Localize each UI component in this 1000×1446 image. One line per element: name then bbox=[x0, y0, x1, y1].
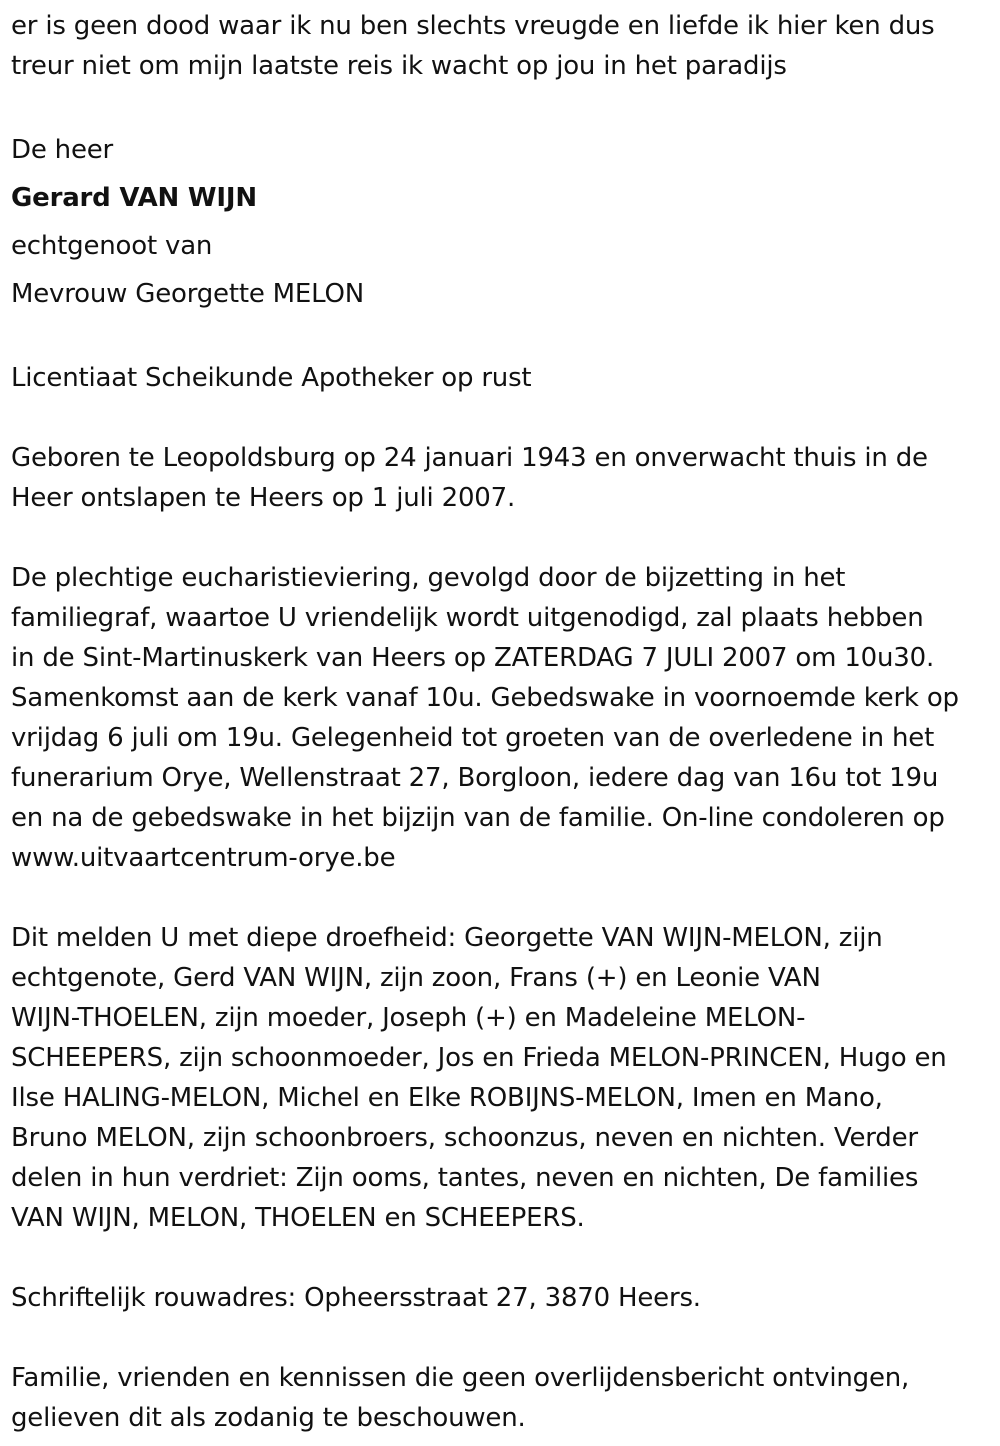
family-paragraph bbox=[11, 918, 990, 1238]
ceremony-line: familiegraf, waartoe U vriendelijk wordt uitgenodigd, zal plaats hebben bbox=[11, 603, 924, 633]
closing-line: gelieven dit als zodanig te beschouwen. bbox=[11, 1403, 526, 1433]
ceremony-line: funerarium Orye, Wellenstraat 27, Borgloon, iedere dag van 16u tot 19u bbox=[11, 763, 939, 793]
closing-paragraph bbox=[11, 1358, 990, 1438]
ceremony-line: in de Sint-Martinuskerk van Heers op ZATERDAG 7 JULI 2007 om 10u30. bbox=[11, 643, 935, 673]
ceremony-line: De plechtige eucharistieviering, gevolgd door de bijzetting in het bbox=[11, 563, 846, 593]
occupation bbox=[11, 358, 990, 398]
poem-line: er is geen dood waar ik nu ben slechts vreugde en liefde ik hier ken dus bbox=[11, 11, 935, 41]
spacer bbox=[11, 878, 990, 918]
family-line: VAN WIJN, MELON, THOELEN en SCHEEPERS. bbox=[11, 1203, 585, 1233]
deceased-block bbox=[11, 126, 990, 318]
spouse-name: Mevrouw Georgette MELON bbox=[11, 279, 365, 309]
ceremony-line: Samenkomst aan de kerk vanaf 10u. Gebedswake in voornoemde kerk op bbox=[11, 683, 959, 713]
birth-death-line: Heer ontslapen te Heers op 1 juli 2007. bbox=[11, 483, 516, 513]
deceased-relation: echtgenoot van bbox=[11, 231, 213, 261]
family-line: Ilse HALING-MELON, Michel en Elke ROBIJNS-MELON, Imen en Mano, bbox=[11, 1083, 883, 1113]
spacer bbox=[11, 518, 990, 558]
spacer bbox=[11, 398, 990, 438]
deceased-name: Gerard VAN WIJN bbox=[11, 183, 257, 213]
family-line: SCHEEPERS, zijn schoonmoeder, Jos en Frieda MELON-PRINCEN, Hugo en bbox=[11, 1043, 947, 1073]
occupation-text: Licentiaat Scheikunde Apotheker op rust bbox=[11, 363, 532, 393]
ceremony-line: www.uitvaartcentrum-orye.be bbox=[11, 843, 396, 873]
family-line: Dit melden U met diepe droefheid: Georgette VAN WIJN-MELON, zijn bbox=[11, 923, 883, 953]
family-line: delen in hun verdriet: Zijn ooms, tantes, neven en nichten, De families bbox=[11, 1163, 919, 1193]
ceremony-line: vrijdag 6 juli om 19u. Gelegenheid tot groeten van de overledene in het bbox=[11, 723, 935, 753]
family-line: WIJN-THOELEN, zijn moeder, Joseph (+) en Madeleine MELON- bbox=[11, 1003, 806, 1033]
poem-line: treur niet om mijn laatste reis ik wacht op jou in het paradijs bbox=[11, 51, 787, 81]
ceremony-line: en na de gebedswake in het bijzijn van de familie. On-line condoleren op bbox=[11, 803, 945, 833]
address-paragraph bbox=[11, 1278, 990, 1318]
spacer bbox=[11, 1238, 990, 1278]
spacer bbox=[11, 1318, 990, 1358]
family-line: echtgenote, Gerd VAN WIJN, zijn zoon, Frans (+) en Leonie VAN bbox=[11, 963, 821, 993]
birth-death-line: Geboren te Leopoldsburg op 24 januari 1943 en onverwacht thuis in de bbox=[11, 443, 928, 473]
closing-line: Familie, vrienden en kennissen die geen overlijdensbericht ontvingen, bbox=[11, 1363, 910, 1393]
spacer bbox=[11, 318, 990, 358]
birth-death bbox=[11, 438, 990, 518]
poem bbox=[11, 6, 990, 86]
family-line: Bruno MELON, zijn schoonbroers, schoonzus, neven en nichten. Verder bbox=[11, 1123, 918, 1153]
deceased-title: De heer bbox=[11, 135, 114, 165]
spacer bbox=[11, 86, 990, 126]
ceremony-paragraph bbox=[11, 558, 990, 878]
address-text: Schriftelijk rouwadres: Opheersstraat 27, 3870 Heers. bbox=[11, 1283, 701, 1313]
